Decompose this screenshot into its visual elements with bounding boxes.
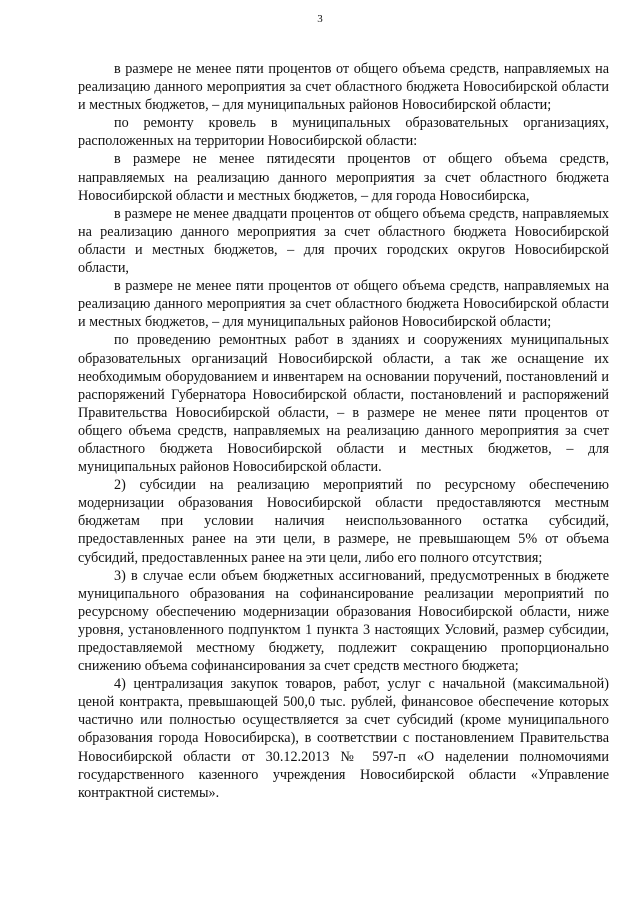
paragraph: 2) субсидии на реализацию мероприятий по ресурсному обеспечению модернизации образования Новосибирской области предоставляются местным бюджетам при условии наличия неиспользованного остатка субсидий, предоставленных ранее на эти цели, в размере, не превышающем 5% от объема субсидий, предоставленных ранее на эти цели, либо его полного отсутствия; [78, 477, 609, 566]
paragraph: в размере не менее пяти процентов от общего объема средств, направляемых на реализацию данного мероприятия за счет областного бюджета Новосибирской области и местных бюджетов, – для муниципальных районов Новосибирской области; [78, 61, 609, 114]
paragraph: 3) в случае если объем бюджетных ассигнований, предусмотренных в бюджете муниципального образования на софинансирование реализации мероприятий по ресурсному обеспечению модернизации образования Новосибирской области, ниже уровня, установленного подпунктом 1 пункта 3 настоящих Условий, размер субсидии, предоставляемой местному бюджету, подлежит сокращению пропорционально снижению объема софинансирования за счет средств местного бюджета; [78, 567, 609, 675]
page-number: 3 [317, 13, 323, 25]
paragraph: в размере не менее двадцати процентов от общего объема средств, направляемых на реализацию данного мероприятия за счет областного бюджета Новосибирской области и местных бюджетов, – для прочих городских округов Новосибирской области, [78, 205, 609, 277]
paragraph: в размере не менее пяти процентов от общего объема средств, направляемых на реализацию данного мероприятия за счет областного бюджета Новосибирской области и местных бюджетов, – для муниципальных районов Новосибирской области; [78, 278, 609, 331]
paragraph: по проведению ремонтных работ в зданиях и сооружениях муниципальных образовательных организаций Новосибирской области, а так же оснащение их необходимым оборудованием и инвентарем на основании поручений, постановлений и распоряжений Губернатора Новосибирской области, постановлений и распоряжений Правительства Новосибирской области, – в размере не менее пяти процентов от общего объема средств, направляемых на реализацию данного мероприятия за счет областного бюджета Новосибирской области и местных бюджетов, – для муниципальных районов Новосибирской области. [78, 332, 609, 476]
paragraph: 4) централизация закупок товаров, работ, услуг с начальной (максимальной) ценой контракта, превышающей 500,0 тыс. рублей, финансовое обеспечение которых частично или полностью осуществляется за счет субсидий (кроме муниципального образования города Новосибирска), в соответствии с постановлением Правительства Новосибирской области от 30.12.2013 № 597-п «О наделении полномочиями государственного казенного учреждения Новосибирской области «Управление контрактной системы». [78, 676, 609, 801]
paragraph: по ремонту кровель в муниципальных образовательных организациях, расположенных на территории Новосибирской области: [78, 115, 609, 150]
paragraph: в размере не менее пятидесяти процентов от общего объема средств, направляемых на реализацию данного мероприятия за счет областного бюджета Новосибирской области и местных бюджетов, – для города Новосибирска, [78, 151, 609, 204]
document-body [78, 60, 609, 802]
